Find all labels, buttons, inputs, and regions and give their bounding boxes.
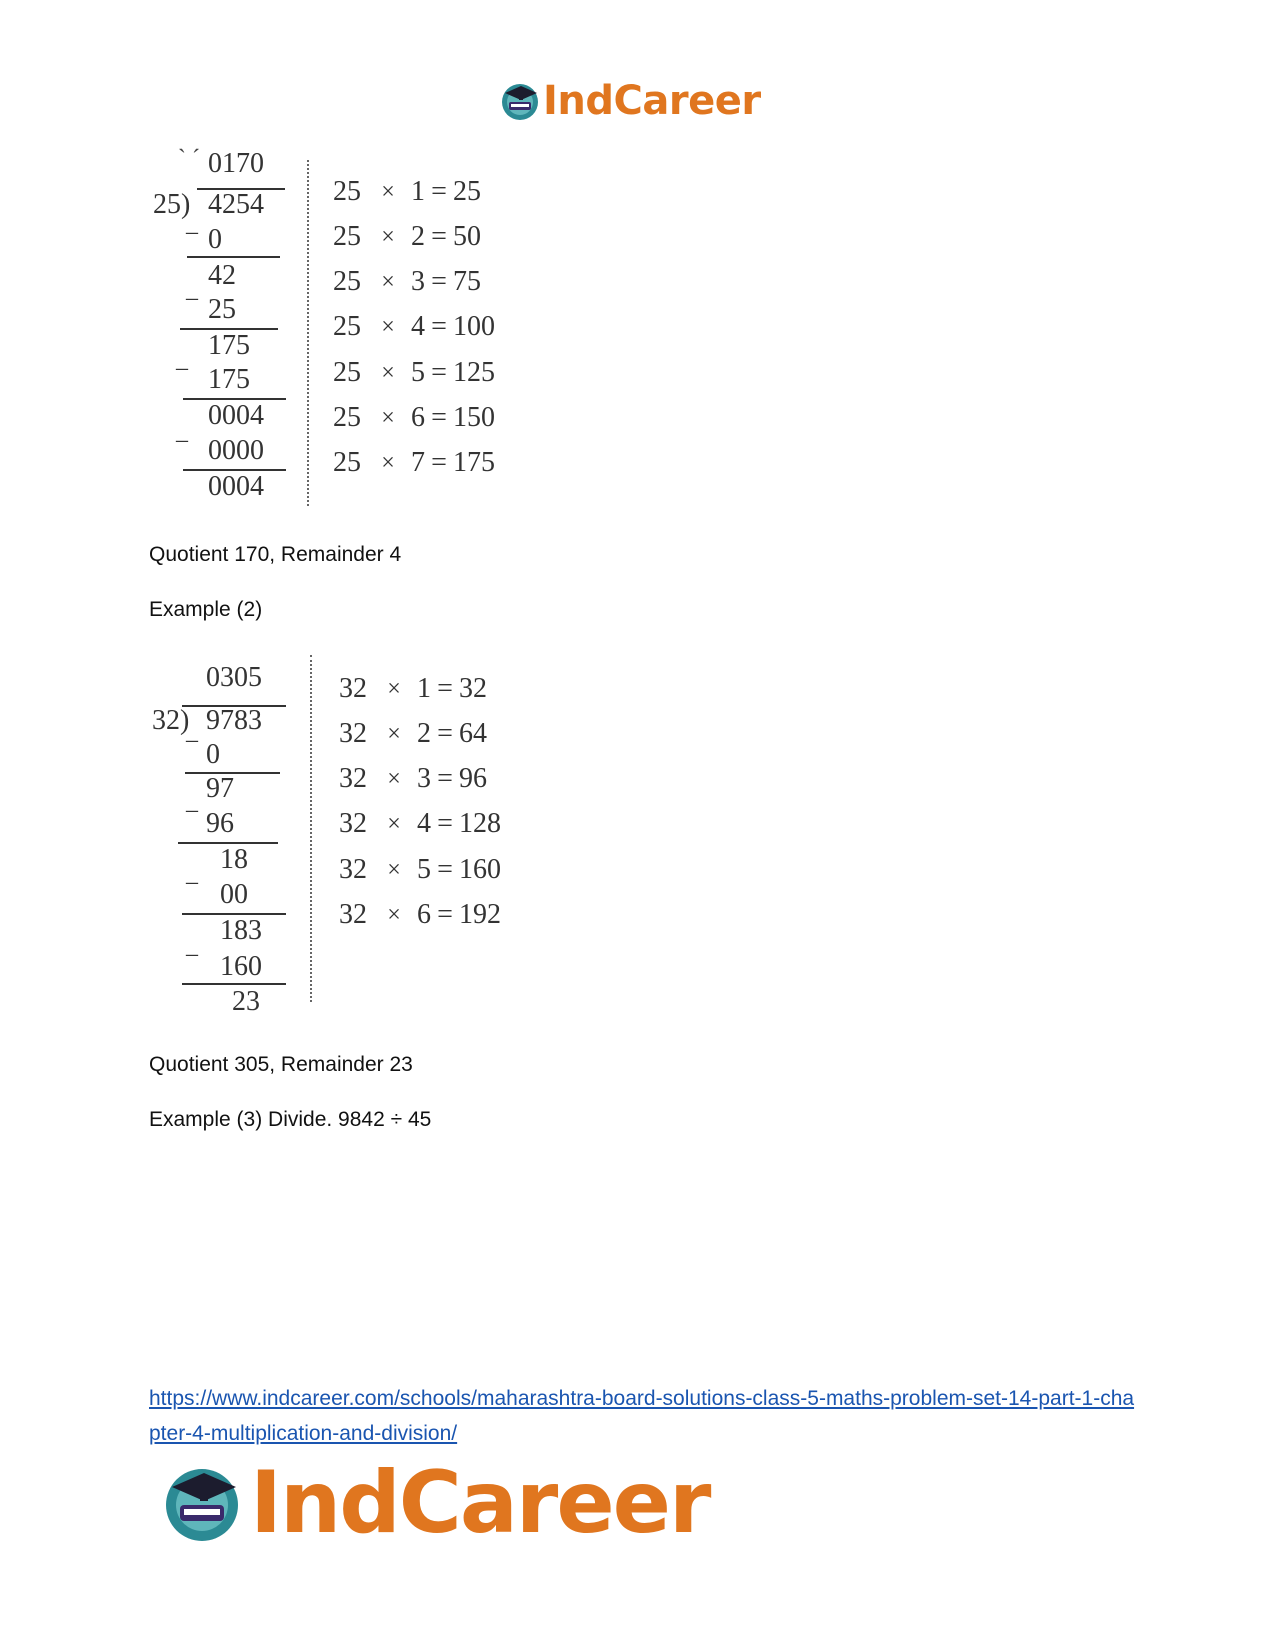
- footer-logo: [160, 1453, 710, 1553]
- header-logo-text: IndCareer: [543, 78, 761, 124]
- table-row: 32 × 4 = 128: [339, 808, 501, 839]
- step: 96: [206, 808, 234, 839]
- step: 175: [208, 364, 250, 395]
- minus-sign: –: [186, 285, 198, 311]
- step: 18: [220, 844, 248, 875]
- minus-sign: –: [186, 219, 198, 245]
- minus-sign: –: [186, 869, 198, 895]
- step: 0: [208, 224, 222, 255]
- divisor: 25): [153, 189, 191, 220]
- step: 175: [208, 330, 250, 361]
- step: 42: [208, 260, 236, 291]
- remainder: 23: [232, 986, 260, 1017]
- dividend: 4254: [208, 189, 264, 220]
- table-row: 25 × 2 = 50: [333, 221, 481, 252]
- step: 0000: [208, 435, 264, 466]
- table-row: 32 × 6 = 192: [339, 899, 501, 930]
- step: 25: [208, 294, 236, 325]
- graduation-cap-book-icon: [499, 80, 541, 122]
- step: 0: [206, 739, 220, 770]
- header-logo: [499, 80, 761, 122]
- minus-sign: –: [186, 727, 198, 753]
- footer-logo-text: IndCareer: [250, 1453, 710, 1553]
- graduation-cap-book-icon: [160, 1461, 244, 1545]
- quotient-digits: 0170: [208, 148, 264, 179]
- step: 97: [206, 773, 234, 804]
- step: 00: [220, 879, 248, 910]
- table-row: 25 × 5 = 125: [333, 357, 495, 388]
- table-row: 32 × 3 = 96: [339, 763, 487, 794]
- table-row: 25 × 7 = 175: [333, 447, 495, 478]
- minus-sign: –: [186, 797, 198, 823]
- table-row: 32 × 2 = 64: [339, 718, 487, 749]
- step-rule: [187, 256, 280, 258]
- table-row: 25 × 6 = 150: [333, 402, 495, 433]
- dividend: 9783: [206, 705, 262, 736]
- step-rule: [182, 983, 286, 985]
- minus-sign: –: [186, 941, 198, 967]
- table-row: 25 × 1 = 25: [333, 176, 481, 207]
- dotted-separator: [310, 655, 312, 1002]
- minus-sign: –: [176, 427, 188, 453]
- step: 160: [220, 951, 262, 982]
- divisor: 32): [152, 705, 190, 736]
- table-row: 32 × 1 = 32: [339, 673, 487, 704]
- table-row: 25 × 4 = 100: [333, 311, 495, 342]
- example2-heading: Example (2): [149, 598, 263, 621]
- source-link[interactable]: https://www.indcareer.com/schools/maharashtra-board-solutions-class-5-maths-problem-set-14-part-1-chapter-4-multiplication-and-division/: [149, 1387, 1135, 1445]
- step: 183: [220, 915, 262, 946]
- table-row: 25 × 3 = 75: [333, 266, 481, 297]
- example2-result: Quotient 305, Remainder 23: [149, 1053, 413, 1076]
- remainder: 0004: [208, 471, 264, 502]
- quotient-digits: 0305: [206, 662, 262, 693]
- minus-sign: –: [176, 355, 188, 381]
- table-row: 32 × 5 = 160: [339, 854, 501, 885]
- example1-result: Quotient 170, Remainder 4: [149, 543, 402, 566]
- example3-heading: Example (3) Divide. 9842 ÷ 45: [149, 1108, 432, 1131]
- step: 0004: [208, 400, 264, 431]
- dotted-separator: [307, 160, 309, 506]
- tick-mark: ` ´: [178, 146, 200, 172]
